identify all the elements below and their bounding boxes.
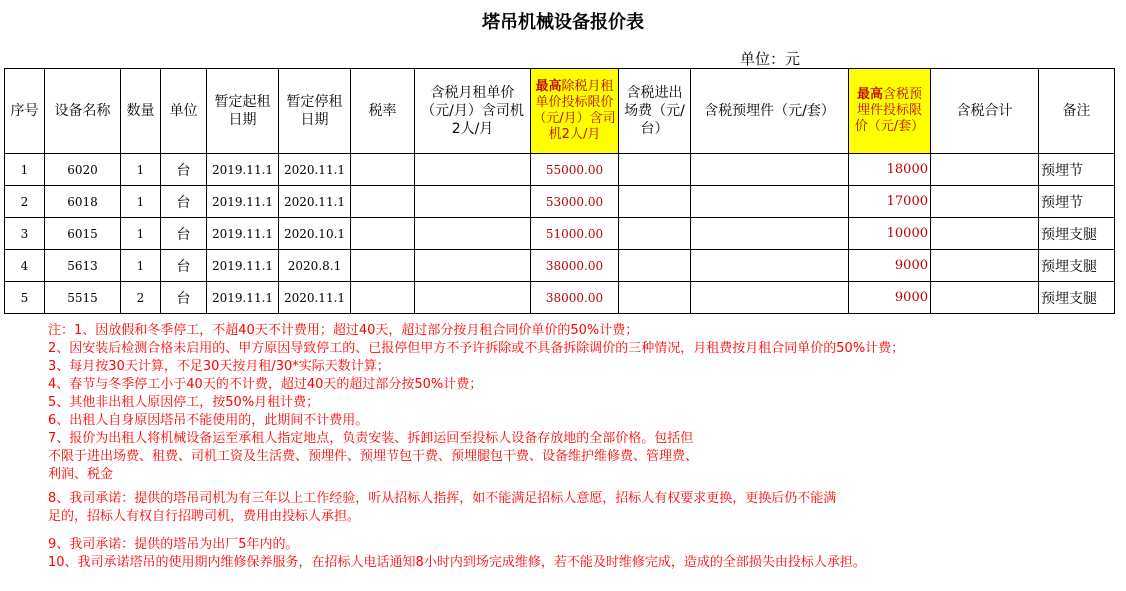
cell-seq: 4 [5,250,45,282]
cell-device-name: 6020 [45,154,121,186]
cell-stop-date: 2020.11.1 [279,186,351,218]
cell-start-date: 2019.11.1 [207,250,279,282]
cell-monthly-price[interactable] [415,186,531,218]
cell-start-date: 2019.11.1 [207,154,279,186]
cell-embed-price[interactable] [691,218,849,250]
header-stop-date: 暂定停租日期 [279,69,351,154]
header-quantity: 数量 [121,69,161,154]
cell-embed-price[interactable] [691,250,849,282]
note-1: 注：1、因放假和冬季停工，不超40天不计费用；超过40天，超过部分按月租合同价单价的50%计费； [48,323,639,338]
cell-unit: 台 [161,282,207,314]
cell-entry-fee[interactable] [619,282,691,314]
cell-remark: 预埋节 [1039,186,1115,218]
cell-embed-price[interactable] [691,282,849,314]
header-start-date: 暂定起租日期 [207,69,279,154]
cell-stop-date: 2020.10.1 [279,218,351,250]
cell-embed-limit: 9000 [849,250,931,282]
header-embed-limit-text: 含税预埋件投标限价（元/套） [854,87,925,134]
cell-monthly-price[interactable] [415,218,531,250]
cell-entry-fee[interactable] [619,218,691,250]
note-3: 3、每月按30天计算，不足30天按月租/30*实际天数计算； [48,359,390,374]
cell-stop-date: 2020.11.1 [279,154,351,186]
note-7-line-1: 7、报价为出租人将机械设备运至承租人指定地点，负责安装、拆卸运回至投标人设备存放地的全部价格。包括但 [48,431,694,446]
cell-start-date: 2019.11.1 [207,218,279,250]
cell-stop-date: 2020.11.1 [279,282,351,314]
cell-entry-fee[interactable] [619,186,691,218]
cell-seq: 5 [5,282,45,314]
cell-unit: 台 [161,186,207,218]
cell-embed-price[interactable] [691,154,849,186]
header-seq: 序号 [5,69,45,154]
cell-embed-limit: 18000 [849,154,931,186]
cell-seq: 2 [5,186,45,218]
cell-device-name: 6015 [45,218,121,250]
cell-monthly-limit: 38000.00 [531,250,619,282]
note-10: 10、我司承诺塔吊的使用期内维修保养服务，在招标人电话通知8小时内到场完成维修，若不能及时维修完成，造成的全部损失由投标人承担。 [48,555,866,570]
cell-quantity: 1 [121,154,161,186]
cell-tax-rate[interactable] [351,282,415,314]
quotation-table [4,68,1115,314]
note-8: 8、我司承诺：提供的塔吊司机为有三年以上工作经验，听从招标人指挥，如不能满足招标人意愿，招标人有权要求更换，更换后仍不能满足的，招标人有权自行招聘司机，费用由投标人承担。 [48,491,837,524]
cell-remark: 预埋支腿 [1039,250,1115,282]
cell-monthly-limit: 55000.00 [531,154,619,186]
cell-quantity: 1 [121,218,161,250]
cell-embed-limit: 17000 [849,186,931,218]
cell-unit: 台 [161,250,207,282]
cell-device-name: 5613 [45,250,121,282]
cell-unit: 台 [161,154,207,186]
cell-device-name: 6018 [45,186,121,218]
note-9: 9、我司承诺：提供的塔吊为出厂5年内的。 [48,537,299,552]
table-row [5,218,1115,250]
header-unit: 单位 [161,69,207,154]
cell-seq: 3 [5,218,45,250]
cell-monthly-price[interactable] [415,282,531,314]
note-7-line-3: 利润、税金 [48,467,114,480]
header-embed-limit [849,69,931,154]
header-monthly-limit [531,69,619,154]
note-5: 5、其他非出租人原因停工，按50%月租计费； [48,395,320,410]
header-total: 含税合计 [931,69,1039,154]
header-device-name: 设备名称 [45,69,121,154]
table-header-row [5,69,1115,154]
cell-embed-price[interactable] [691,186,849,218]
header-monthly-limit-text: 除税月租单价投标限价（元/月）含司机2人/月 [533,79,616,142]
table-row [5,250,1115,282]
cell-quantity: 1 [121,186,161,218]
page-title: 塔吊机械设备报价表 [482,12,644,33]
cell-monthly-limit: 53000.00 [531,186,619,218]
cell-total[interactable] [931,282,1039,314]
cell-seq: 1 [5,154,45,186]
cell-quantity: 1 [121,250,161,282]
cell-start-date: 2019.11.1 [207,282,279,314]
cell-monthly-price[interactable] [415,250,531,282]
header-embed-price: 含税预埋件（元/套） [691,69,849,154]
header-monthly-price: 含税月租单价（元/月）含司机2人/月 [415,69,531,154]
header-remark: 备注 [1039,69,1115,154]
cell-entry-fee[interactable] [619,250,691,282]
cell-embed-limit: 9000 [849,282,931,314]
cell-remark: 预埋支腿 [1039,282,1115,314]
cell-tax-rate[interactable] [351,250,415,282]
cell-tax-rate[interactable] [351,218,415,250]
header-monthly-limit-prefix: 最高 [535,79,562,94]
table-row [5,186,1115,218]
cell-entry-fee[interactable] [619,154,691,186]
header-tax-rate: 税率 [351,69,415,154]
currency-unit-label: 单位：元 [740,50,801,68]
cell-start-date: 2019.11.1 [207,186,279,218]
notes-section [48,322,1118,572]
cell-monthly-limit: 51000.00 [531,218,619,250]
cell-total[interactable] [931,250,1039,282]
note-7-line-2: 不限于进出场费、租费、司机工资及生活费、预埋件、预埋节包干费、预埋腿包干费、设备维护维修费、管理费、 [48,449,699,464]
cell-monthly-price[interactable] [415,154,531,186]
note-6: 6、出租人自身原因塔吊不能使用的，此期间不计费用。 [48,413,369,428]
cell-total[interactable] [931,218,1039,250]
cell-tax-rate[interactable] [351,186,415,218]
cell-remark: 预埋节 [1039,154,1115,186]
note-2: 2、因安装后检测合格未启用的、甲方原因导致停工的、已报停但甲方不予许拆除或不具备拆除调价的三种情况，月租费按月租合同单价的50%计费； [48,341,905,356]
cell-unit: 台 [161,218,207,250]
cell-quantity: 2 [121,282,161,314]
header-entry-fee: 含税进出场费（元/台） [619,69,691,154]
table-row [5,282,1115,314]
cell-embed-limit: 10000 [849,218,931,250]
cell-tax-rate[interactable] [351,154,415,186]
header-embed-limit-prefix: 最高 [856,87,883,102]
cell-total[interactable] [931,186,1039,218]
cell-monthly-limit: 38000.00 [531,282,619,314]
cell-total[interactable] [931,154,1039,186]
note-4: 4、春节与冬季停工小于40天的不计费，超过40天的超过部分按50%计费； [48,377,483,392]
cell-device-name: 5515 [45,282,121,314]
cell-remark: 预埋支腿 [1039,218,1115,250]
table-row [5,154,1115,186]
cell-stop-date: 2020.8.1 [279,250,351,282]
